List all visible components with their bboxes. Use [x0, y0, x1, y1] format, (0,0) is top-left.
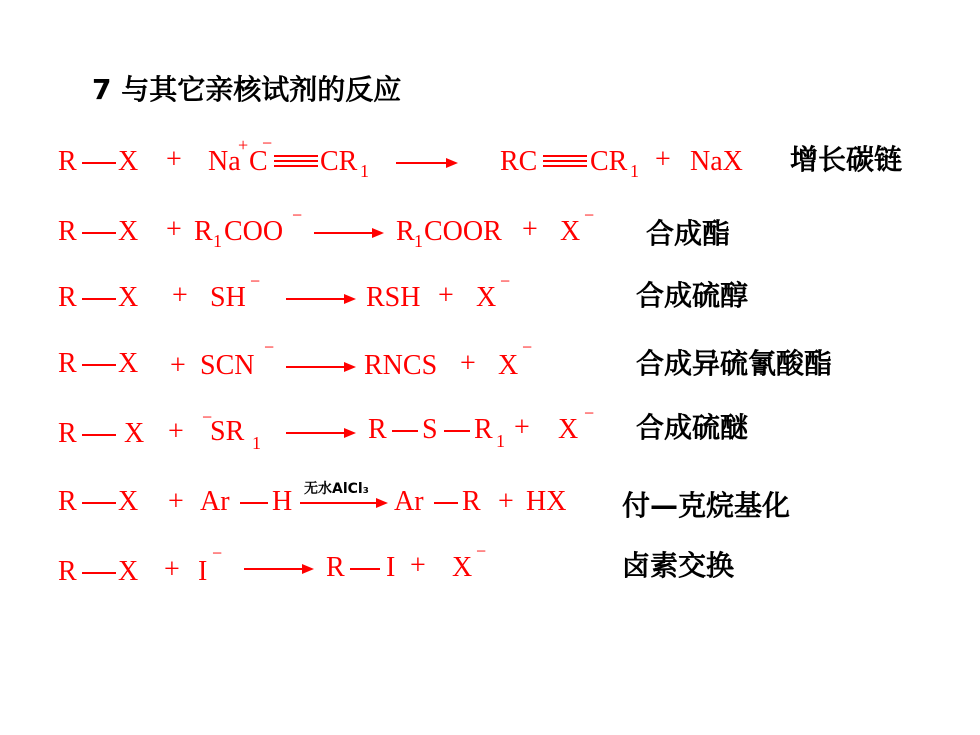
reagent-c: C: [249, 146, 268, 177]
product-charge: −: [500, 271, 511, 291]
na-charge: +: [238, 135, 249, 155]
product-ar: Ar: [394, 486, 424, 517]
product-rc: RC: [500, 146, 538, 177]
r-group: R: [58, 146, 77, 177]
reaction-row-1: [0, 133, 980, 190]
single-bond: [392, 430, 418, 432]
halogen-x: X: [124, 418, 145, 449]
slide-title: 7 与其它亲核试剂的反应: [92, 73, 402, 106]
r-group: R: [58, 348, 77, 379]
arrow-head: [344, 294, 356, 304]
reagent-na: Na: [208, 146, 241, 177]
product-r: R: [368, 414, 387, 445]
plus-sign: +: [168, 416, 184, 447]
r-group: R: [58, 486, 77, 517]
plus-sign: +: [166, 144, 182, 175]
product-r: R: [462, 486, 481, 517]
product-s: S: [422, 414, 438, 445]
reagent-i: I: [198, 556, 208, 587]
reaction-arrow: [314, 232, 374, 234]
reaction-arrow: [286, 366, 346, 368]
arrow-head: [302, 564, 314, 574]
reagent-cr: CR: [320, 146, 358, 177]
reaction-row-2: [0, 205, 980, 260]
reagent-sr: SR: [210, 416, 245, 447]
arrow-head: [372, 228, 384, 238]
r-group: R: [58, 556, 77, 587]
plus-sign: +: [438, 280, 454, 311]
product-cr: CR: [590, 146, 628, 177]
product-subscript: 1: [630, 161, 639, 181]
single-bond: [434, 502, 458, 504]
product-rsh: RSH: [366, 282, 421, 313]
product-x: X: [452, 552, 473, 583]
plus-sign: +: [410, 550, 426, 581]
halogen-x: X: [118, 348, 139, 379]
plus-sign: +: [172, 280, 188, 311]
reaction-arrow: [286, 432, 346, 434]
single-bond: [240, 502, 268, 504]
arrow-head: [344, 362, 356, 372]
reagent-scn: SCN: [200, 350, 255, 381]
halogen-x: X: [118, 282, 139, 313]
product-r: R: [326, 552, 345, 583]
triple-bond: [274, 155, 318, 170]
reaction-row-4: [0, 337, 980, 392]
reaction-note: 合成异硫氰酸酯: [636, 347, 833, 380]
reaction-row-5: [0, 403, 980, 458]
halogen-x: X: [118, 486, 139, 517]
reagent-ar: Ar: [200, 486, 230, 517]
reagent-subscript: 1: [360, 161, 369, 181]
reaction-row-7: [0, 541, 980, 596]
reaction-note: 合成硫醚: [636, 411, 749, 444]
plus-sign: +: [166, 214, 182, 245]
c-charge: −: [262, 133, 273, 153]
single-bond: [82, 232, 116, 234]
single-bond: [82, 162, 116, 164]
reaction-arrow: [286, 298, 346, 300]
plus-sign: +: [522, 214, 538, 245]
reaction-note: 合成硫醇: [636, 279, 749, 312]
plus-sign: +: [164, 554, 180, 585]
product-r1: R: [474, 414, 493, 445]
plus-sign: +: [168, 486, 184, 517]
reagent-subscript: 1: [213, 231, 222, 251]
r-group: R: [58, 216, 77, 247]
reaction-condition: 无水AlCl₃: [304, 481, 369, 497]
plus-sign: +: [655, 144, 671, 175]
arrow-head: [376, 498, 388, 508]
product-charge: −: [522, 337, 533, 357]
reaction-arrow: [396, 162, 448, 164]
product-hx: HX: [526, 486, 567, 517]
product-i: I: [386, 552, 396, 583]
plus-sign: +: [514, 412, 530, 443]
reagent-charge: −: [212, 543, 223, 563]
reagent-charge: −: [264, 337, 275, 357]
reaction-arrow: [244, 568, 304, 570]
reaction-note: 卤素交换: [622, 549, 735, 582]
plus-sign: +: [460, 348, 476, 379]
product-subscript: 1: [496, 431, 505, 451]
arrow-head: [446, 158, 458, 168]
reagent-subscript: 1: [252, 433, 261, 453]
single-bond: [82, 364, 116, 366]
reaction-note: 合成酯: [646, 217, 731, 250]
triple-bond: [543, 155, 587, 170]
product-x: X: [498, 350, 519, 381]
reagent-r: R: [194, 216, 213, 247]
product-subscript: 1: [414, 231, 423, 251]
single-bond: [444, 430, 470, 432]
single-bond: [82, 434, 116, 436]
product-coor: COOR: [424, 216, 502, 247]
plus-sign: +: [498, 486, 514, 517]
reaction-row-3: [0, 271, 980, 326]
reagent-h: H: [272, 486, 293, 517]
product-x: X: [476, 282, 497, 313]
arrow-head: [344, 428, 356, 438]
halogen-x: X: [118, 556, 139, 587]
single-bond: [82, 502, 116, 504]
reagent-charge: −: [202, 407, 213, 427]
reaction-row-6: [0, 478, 980, 528]
product-charge: −: [476, 541, 487, 561]
reagent-charge: −: [250, 271, 261, 291]
r-group: R: [58, 418, 77, 449]
plus-sign: +: [170, 350, 186, 381]
product-charge: −: [584, 403, 595, 423]
reagent-sh: SH: [210, 282, 246, 313]
product-charge: −: [584, 205, 595, 225]
single-bond: [82, 298, 116, 300]
r-group: R: [58, 282, 77, 313]
reaction-note: 付—克烷基化: [622, 489, 791, 522]
reagent-coo: COO: [224, 216, 284, 247]
single-bond: [82, 572, 116, 574]
reaction-note: 增长碳链: [790, 143, 903, 176]
product-r: R: [396, 216, 415, 247]
reaction-arrow: [300, 502, 378, 504]
halogen-x: X: [118, 216, 139, 247]
product-rncs: RNCS: [364, 350, 438, 381]
reagent-charge: −: [292, 205, 303, 225]
product-x: X: [560, 216, 581, 247]
halogen-x: X: [118, 146, 139, 177]
product-x: X: [558, 414, 579, 445]
single-bond: [350, 568, 380, 570]
product-nax: NaX: [690, 146, 743, 177]
